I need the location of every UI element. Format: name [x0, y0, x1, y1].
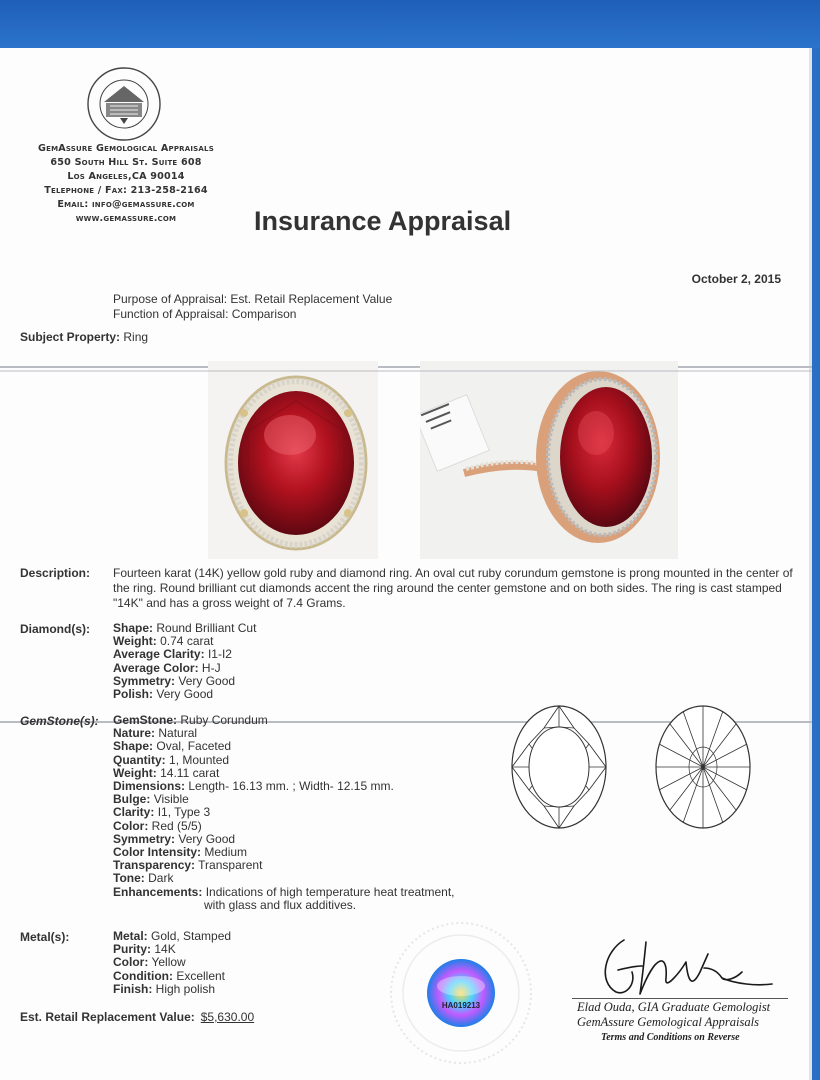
- estimated-value-amount: $5,630.00: [200, 1010, 255, 1024]
- hologram-seal: [386, 918, 536, 1068]
- purpose-value: Est. Retail Replacement Value: [230, 292, 393, 306]
- gemstone-row: Quantity: 1, Mounted: [113, 752, 230, 767]
- metal-details: [113, 930, 231, 996]
- company-website: www.gemassure.com: [75, 213, 177, 224]
- company-name: GemAssure Gemological Appraisals: [38, 143, 214, 154]
- company-city: Los Angeles,CA 90014: [67, 171, 185, 182]
- gemassure-logo: [86, 66, 162, 142]
- ruby-ring-side-image: [420, 361, 678, 559]
- ruby-ring-top-image: [208, 361, 378, 559]
- metals-label: Metal(s):: [20, 930, 70, 944]
- appraisal-document: [0, 48, 812, 1080]
- metal-row: Condition: Excellent: [113, 968, 226, 983]
- gemstone-label: GemStone(s):: [20, 714, 99, 728]
- metal-row: Finish: High polish: [113, 981, 216, 996]
- function-label: Function of Appraisal:: [113, 306, 229, 321]
- gemstone-row: Bulge: Visible: [113, 792, 189, 807]
- oval-pavilion-diagram: [654, 704, 752, 830]
- subject-label: Subject Property:: [20, 330, 121, 344]
- blue-background-bar: [0, 0, 820, 48]
- gemstone-row: Color Intensity: Medium: [113, 845, 248, 860]
- ring-photo-top-view: [208, 361, 378, 559]
- company-phone: Telephone / Fax: 213-258-2164: [44, 185, 208, 196]
- metal-row: Purity: 14K: [113, 942, 176, 957]
- seal-code: HA019213: [441, 1001, 481, 1010]
- purpose-label: Purpose of Appraisal:: [113, 292, 228, 306]
- gemstone-row-cont: with glass and flux additives.: [204, 897, 357, 912]
- metal-row: Color: Yellow: [113, 955, 186, 970]
- gemstone-row: Tone: Dark: [113, 871, 174, 886]
- subject-value: Ring: [123, 330, 149, 344]
- description-text: Fourteen karat (14K) yellow gold ruby and diamond ring. An oval cut ruby corundum gemstone is prong mounted in the center of the ring. Round brilliant cut diamonds accent the ring around the center gemstone and on both sides. The ring is cast stamped "14K" and has a gross weight of 7.4 Grams.: [113, 566, 793, 610]
- metal-row: Metal: Gold, Stamped: [113, 929, 232, 943]
- subject-property: [20, 330, 148, 344]
- ring-photo-side-view: [420, 361, 678, 559]
- description-label: Description:: [20, 566, 91, 580]
- diamond-row: Average Clarity: I1-I2: [113, 647, 232, 662]
- diamond-row: Shape: Round Brilliant Cut: [113, 621, 257, 635]
- gemstone-details: [113, 714, 455, 912]
- fold-crease: [0, 366, 812, 368]
- terms-note: Terms and Conditions on Reverse: [601, 1032, 740, 1043]
- oval-crown-diagram: [510, 704, 608, 830]
- estimated-value-label: Est. Retail Replacement Value:: [20, 1010, 195, 1024]
- gemstone-row: Weight: 14.11 carat: [113, 765, 220, 780]
- gemstone-row: Symmetry: Very Good: [113, 831, 236, 846]
- gemstone-row: GemStone: Ruby Corundum: [113, 713, 268, 727]
- estimated-value: [20, 1010, 254, 1024]
- diamonds-label: Diamond(s):: [20, 622, 90, 636]
- signer-name: Elad Ouda, GIA Graduate Gemologist: [577, 1000, 771, 1014]
- signature-line: [572, 998, 788, 999]
- diamonds-details: [113, 622, 256, 701]
- function-value: Comparison: [231, 306, 297, 321]
- diamond-row: Symmetry: Very Good: [113, 673, 236, 688]
- company-email: Email: info@gemassure.com: [57, 199, 195, 210]
- fold-crease-shadow: [0, 370, 812, 372]
- diamond-row: Average Color: H-J: [113, 660, 221, 675]
- appraisal-date: October 2, 2015: [691, 272, 781, 286]
- signature-block: [577, 1000, 770, 1045]
- gemstone-row: Shape: Oval, Faceted: [113, 739, 232, 754]
- diamond-row: Weight: 0.74 carat: [113, 634, 214, 649]
- handwritten-signature: [596, 932, 776, 1004]
- page-title: Insurance Appraisal: [254, 206, 512, 236]
- company-street: 650 South Hill St. Suite 608: [50, 157, 202, 168]
- gemstone-row: Color: Red (5/5): [113, 818, 202, 833]
- company-address: [10, 142, 242, 226]
- purpose-block: [113, 292, 392, 321]
- gemstone-row: Enhancements: Indications of high temperature heat treatment,: [113, 884, 455, 899]
- diamond-row: Polish: Very Good: [113, 687, 214, 702]
- gemstone-row: Nature: Natural: [113, 726, 198, 741]
- gemstone-row: Clarity: I1, Type 3: [113, 805, 211, 820]
- gemstone-row: Dimensions: Length- 16.13 mm. ; Width- 12.15 mm.: [113, 779, 394, 794]
- signer-company: GemAssure Gemological Appraisals: [577, 1015, 759, 1029]
- gemstone-row: Transparency: Transparent: [113, 858, 263, 873]
